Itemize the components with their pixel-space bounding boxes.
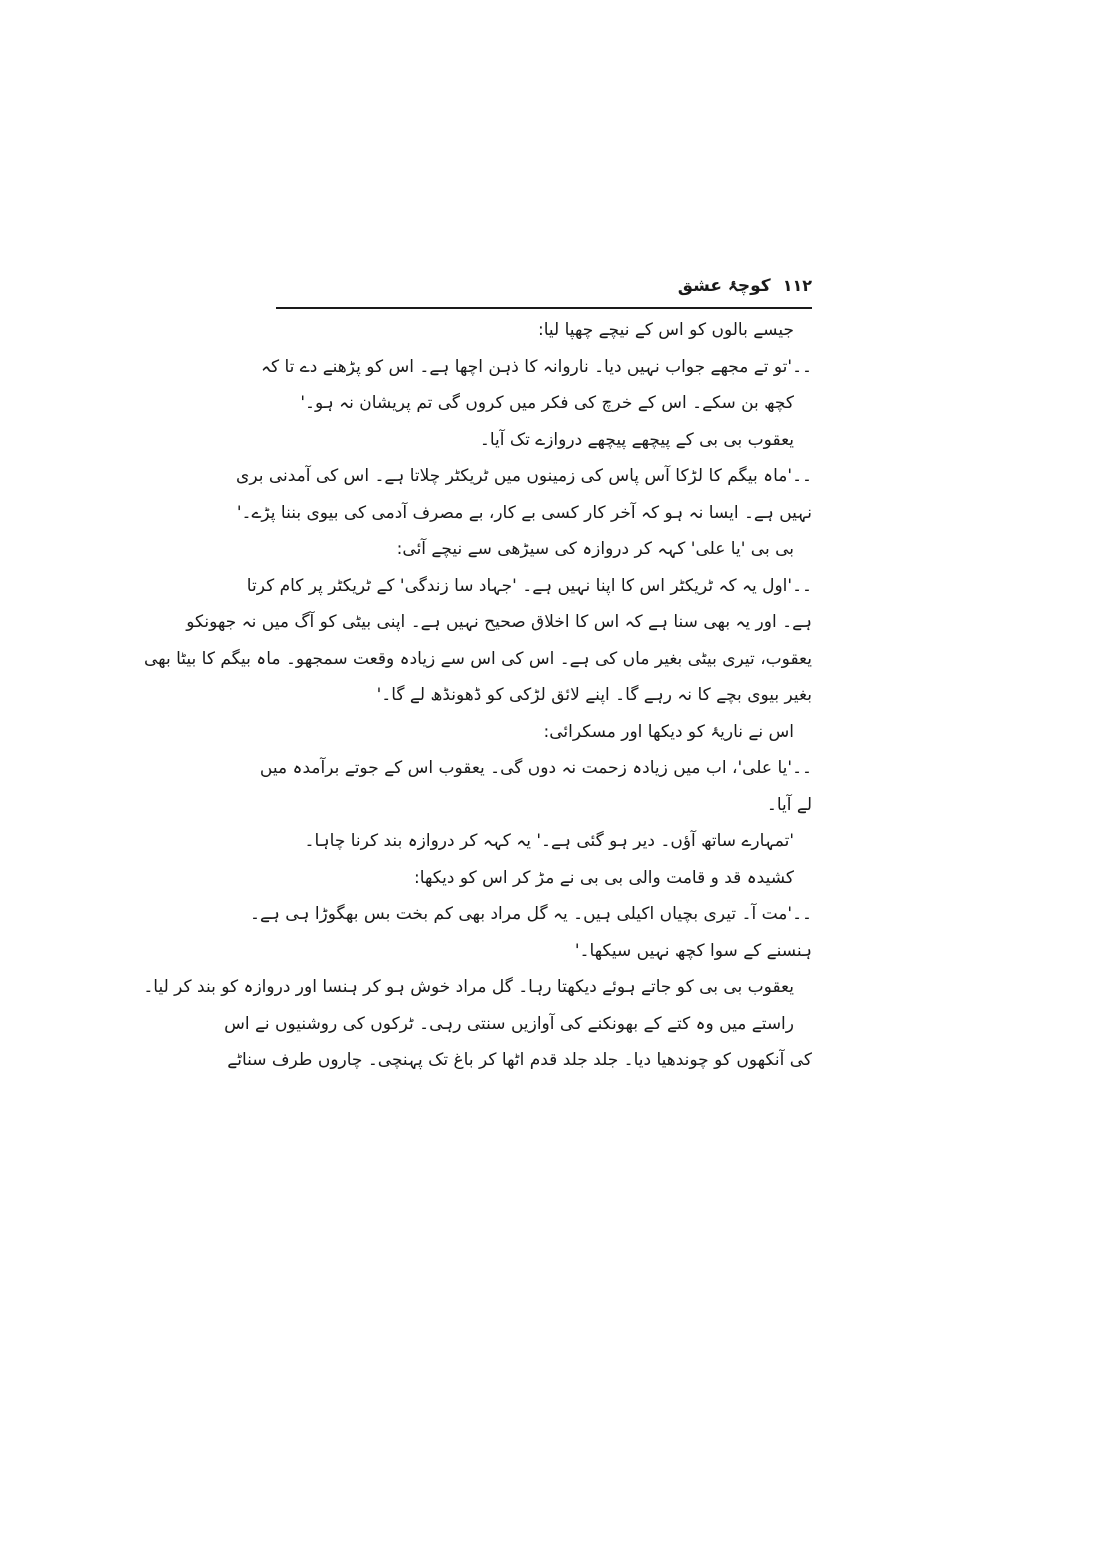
text-line: ۔۔'اول یہ کہ ٹریکٹر اس کا اپنا نہیں ہے۔ 'جہاد سا زندگی' کے ٹریکٹر پر کام کرتا xyxy=(246,575,812,596)
text-line: ۔۔'یا علی'، اب میں زیادہ زحمت نہ دوں گی۔ یعقوب اس کے جوتے برآمدہ میں xyxy=(259,758,812,778)
text-line: ۔۔'تو تے مجھے جواب نہیں دیا۔ ناروانہ کا ذہن اچھا ہے۔ اس کو پڑھنے دے تا کہ xyxy=(261,356,812,377)
text-line: 'تمہارے ساتھ آؤں۔ دیر ہو گئی ہے۔' یہ کہہ کر دروازہ بند کرنا چاہا۔ xyxy=(304,831,794,851)
text-line: یعقوب بی بی کو جاتے ہوئے دیکھتا رہا۔ گل مراد خوش ہو کر ہنسا اور دروازہ کو بند کر لیا۔ xyxy=(143,977,794,997)
text-line: لے آیا۔ xyxy=(766,794,812,815)
text-line: کشیدہ قد و قامت والی بی بی نے مڑ کر اس کو دیکھا: xyxy=(413,867,794,888)
header-title-group xyxy=(678,275,812,296)
text-line: بغیر بیوی بچے کا نہ رہے گا۔ اپنے لائق لڑکی کو ڈھونڈھ لے گا۔' xyxy=(376,685,812,705)
text-line: اس نے ناریۂ کو دیکھا اور مسکرائی: xyxy=(543,721,794,742)
text-line: کچھ بن سکے۔ اس کے خرچ کی فکر میں کروں گی تم پریشان نہ ہو۔' xyxy=(300,393,794,413)
header-divider xyxy=(276,307,812,309)
text-line: یعقوب بی بی کے پیچھے پیچھے دروازے تک آیا۔ xyxy=(479,429,794,450)
text-line: ۔۔'ماہ بیگم کا لڑکا آس پاس کی زمینوں میں ٹریکٹر چلاتا ہے۔ اس کی آمدنی بری xyxy=(236,466,812,486)
body-text xyxy=(143,312,812,1079)
text-line: یعقوب، تیری بیٹی بغیر ماں کی ہے۔ اس کی اس سے زیادہ وقعت سمجھو۔ ماہ بیگم کا بیٹا بھی xyxy=(143,648,812,669)
text-line: ہنسنے کے سوا کچھ نہیں سیکھا۔' xyxy=(574,940,812,961)
text-line: کی آنکھوں کو چوندھیا دیا۔ جلد جلد قدم اٹھا کر باغ تک پہنچی۔ چاروں طرف سناٹے xyxy=(227,1050,812,1070)
text-line: راستے میں وہ کتے کے بھونکنے کی آوازیں سنتی رہی۔ ٹرکوں کی روشنیوں نے اس xyxy=(224,1013,794,1034)
running-header xyxy=(276,275,812,307)
text-line: ہے۔ اور یہ بھی سنا ہے کہ اس کا اخلاق صحیح نہیں ہے۔ اپنی بیٹی کو آگ میں نہ جھونکو xyxy=(186,612,812,632)
text-line: بی بی 'یا علی' کہہ کر دروازہ کی سیڑھی سے نیچے آئی: xyxy=(396,539,794,559)
book-title: کوچۂ عشق xyxy=(677,276,771,296)
text-line: جیسے بالوں کو اس کے نیچے چھپا لیا: xyxy=(537,320,794,340)
text-line: نہیں ہے۔ ایسا نہ ہو کہ آخر کار کسی بے کار، بے مصرف آدمی کی بیوی بننا پڑے۔' xyxy=(236,502,812,523)
page-number: ١١٢ xyxy=(782,276,812,295)
text-line: ۔۔'مت آ۔ تیری بچیاں اکیلی ہیں۔ یہ گل مراد بھی کم بخت بس بھگوڑا ہی ہے۔ xyxy=(250,904,812,924)
